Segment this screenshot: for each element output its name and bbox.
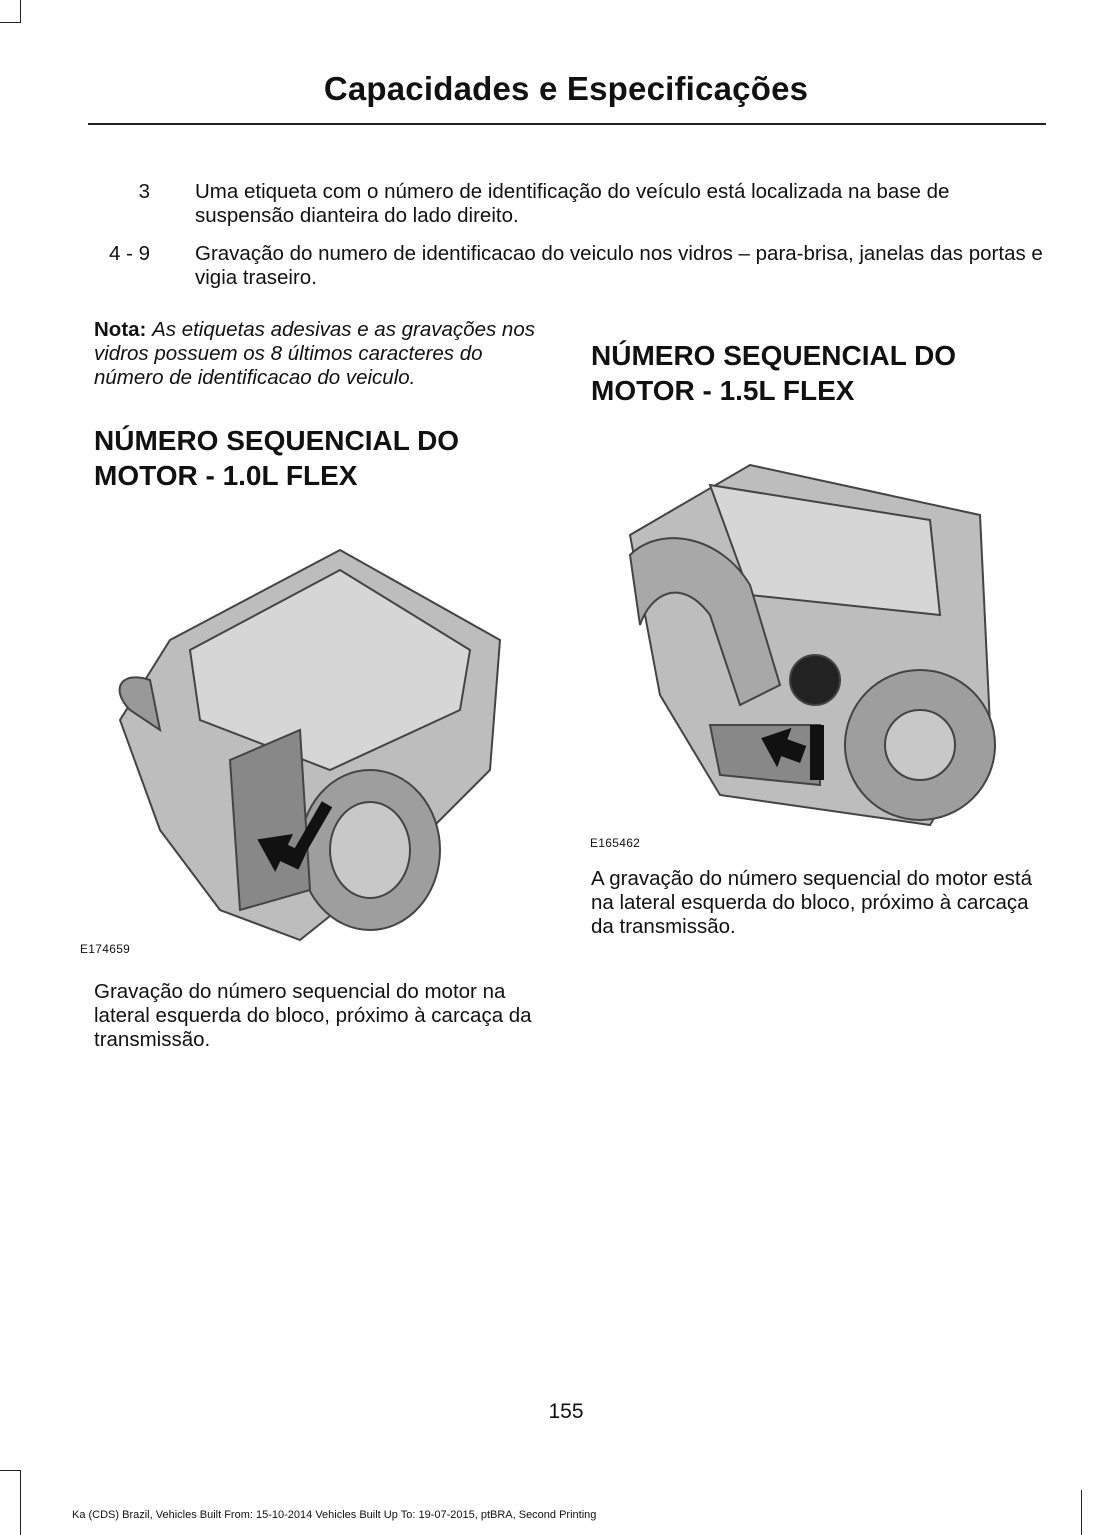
- crop-mark: [20, 1470, 21, 1535]
- crop-mark: [0, 1470, 21, 1471]
- engine-1-0l-illustration: [100, 530, 510, 950]
- image-code: E174659: [80, 942, 131, 956]
- list-number: 3: [138, 180, 150, 203]
- note-text: As etiquetas adesivas e as gravações nos vidros possuem os 8 últimos caracteres do número de identificacao do veiculo.: [94, 318, 535, 389]
- crop-mark: [1081, 1490, 1082, 1535]
- title-divider: [88, 123, 1046, 125]
- list-number: 4 - 9: [108, 242, 150, 265]
- crop-mark: [0, 22, 21, 23]
- edition-footer: Ka (CDS) Brazil, Vehicles Built From: 15-10-2014 Vehicles Built Up To: 19-07-2015, ptBRA, Second Printing: [72, 1509, 597, 1521]
- list-item-text: Uma etiqueta com o número de identificação do veículo está localizada na base de suspensão dianteira do lado direito.: [195, 180, 950, 227]
- engine-1-5l-illustration: [600, 445, 1010, 835]
- page-number: 155: [548, 1400, 584, 1423]
- image-code: E165462: [590, 836, 641, 850]
- page-title: Capacidades e Especificações: [323, 70, 809, 107]
- caption-1-5l: A gravação do número sequencial do motor está na lateral esquerda do bloco, próximo à carcaça da transmissão.: [591, 867, 1033, 938]
- crop-mark: [20, 0, 21, 22]
- list-item-text: Gravação do numero de identificacao do veiculo nos vidros – para-brisa, janelas das portas e vigia traseiro.: [195, 242, 1043, 289]
- note: [94, 318, 549, 390]
- section-heading-1-0l: NÚMERO SEQUENCIAL DO MOTOR - 1.0L FLEX: [94, 425, 460, 491]
- section-heading-1-5l: NÚMERO SEQUENCIAL DO MOTOR - 1.5L FLEX: [591, 340, 957, 406]
- note-label: Nota:: [94, 318, 147, 341]
- caption-1-0l: Gravação do número sequencial do motor na lateral esquerda do bloco, próximo à carcaça da transmissão.: [94, 980, 532, 1051]
